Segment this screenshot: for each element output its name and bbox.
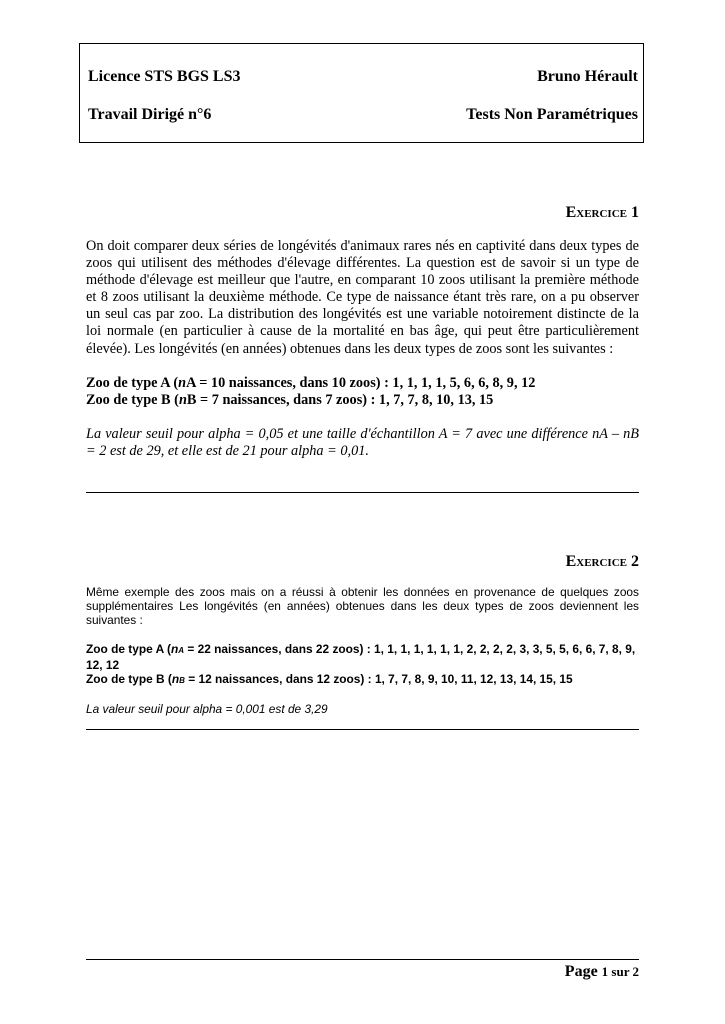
page-number: Page 1 sur 2 [564, 963, 639, 980]
exercise-1-zoo-b: Zoo de type B (nB = 7 naissances, dans 7 zoos) : 1, 7, 7, 8, 10, 13, 15 [86, 391, 494, 408]
course-name: Licence STS BGS LS3 [88, 68, 241, 85]
header-box [79, 43, 644, 143]
author-name: Bruno Hérault [537, 68, 638, 85]
exercise-1-intro: On doit comparer deux séries de longévités d'animaux rares nés en captivité dans deux types de zoos qui utilisent des méthodes d'élevage différentes. La question est de savoir si un type de méthode d'élevage est meilleur que l'autre, en comparant 10 zoos utilisant la première méthode et 8 zoos utilisant la deuxième méthode. Ce type de naissance étant très rare, on a pu observer un seul cas par zoo. La distribution des longévités est une variable notoirement distincte de la loi normale (en particulier à cause de la mortalité en bas âge, qui peut être particulièrement élevée). Les longévités (en années) obtenues dans les deux types de zoos sont les suivantes : [86, 238, 639, 357]
exercise-2-body [86, 585, 639, 716]
exercise-2-title: Exercice 2 [565, 553, 639, 570]
separator-line [86, 729, 639, 730]
td-title: Travail Dirigé n°6 [88, 106, 212, 123]
exercise-1-title: Exercice 1 [565, 204, 639, 221]
separator-line [86, 492, 639, 493]
exercise-1-zoo-a: Zoo de type A (nA = 10 naissances, dans 10 zoos) : 1, 1, 1, 1, 5, 6, 6, 8, 9, 12 [86, 374, 536, 391]
exercise-2-intro: Même exemple des zoos mais on a réussi à obtenir les données en provenance de quelques zoos supplémentaires Les longévités (en années) obtenues dans les deux types de zoos deviennent les suivantes : [86, 585, 639, 628]
exercise-1-note: La valeur seuil pour alpha = 0,05 et une taille d'échantillon A = 7 avec une différence nA – nB = 2 est de 29, et elle est de 21 pour alpha = 0,01. [86, 425, 639, 459]
topic-title: Tests Non Paramétriques [466, 106, 638, 123]
footer-line [86, 959, 639, 960]
exercise-2-note: La valeur seuil pour alpha = 0,001 est de 3,29 [86, 702, 328, 717]
exercise-2-zoo-a: Zoo de type A (nA = 22 naissances, dans 22 zoos) : 1, 1, 1, 1, 1, 1, 1, 2, 2, 2, 2, 3, 3, 5, 5, 6, 6, 7, 8, 9, 12, 12 [86, 641, 636, 672]
exercise-1-body [86, 238, 639, 460]
exercise-2-zoo-b: Zoo de type B (nB = 12 naissances, dans 12 zoos) : 1, 7, 7, 8, 9, 10, 11, 12, 13, 14, 15, 15 [86, 672, 573, 687]
